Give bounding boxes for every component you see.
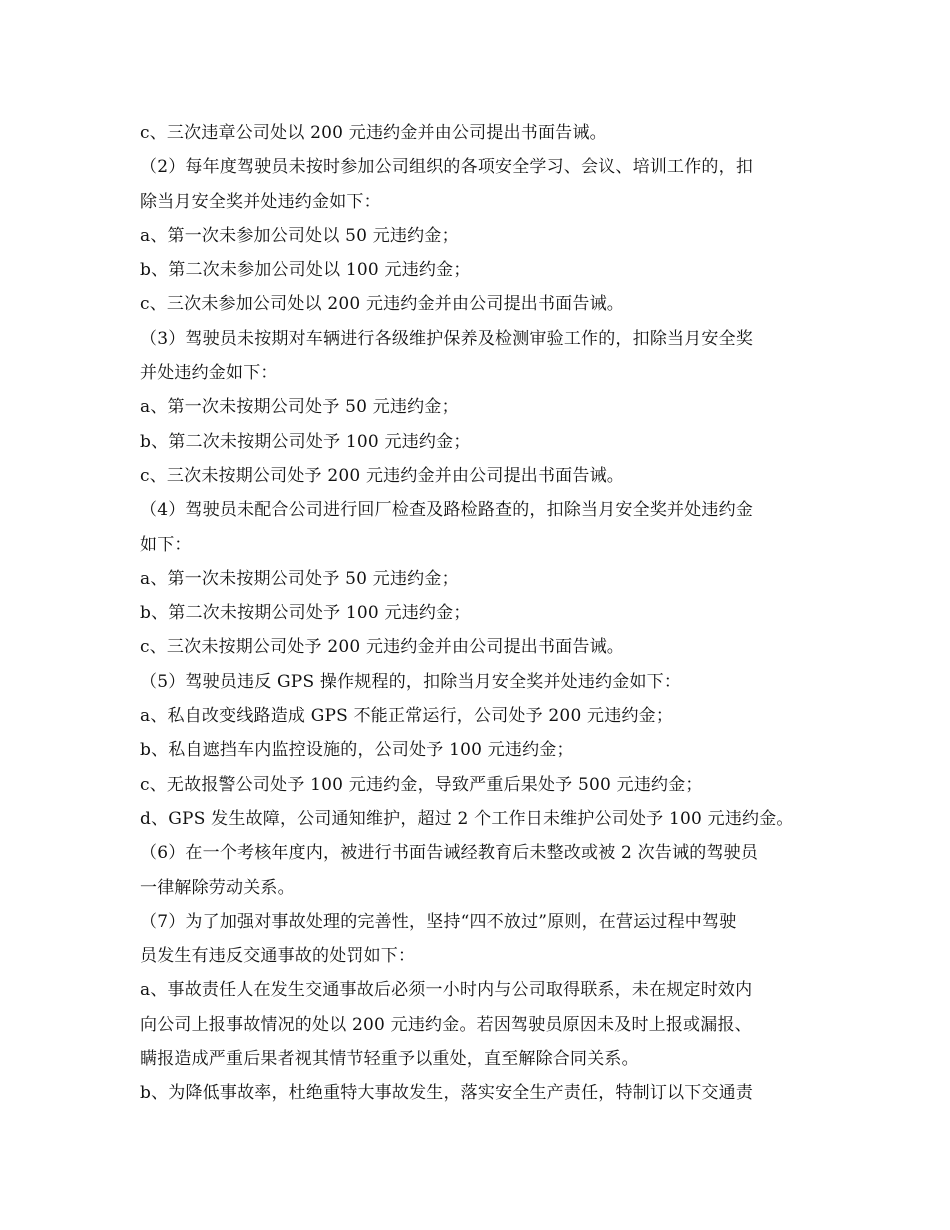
text-line: c、无故报警公司处予 100 元违约金，导致严重后果处予 500 元违约金； <box>140 774 703 795</box>
text-line: 并处违约金如下： <box>140 363 278 384</box>
text-line: （4）驾驶员未配合公司进行回厂检查及路检路查的，扣除当月安全奖并处违约金 <box>140 500 754 521</box>
text-line: a、第一次未按期公司处予 50 元违约金； <box>140 397 459 418</box>
text-line: a、第一次未按期公司处予 50 元违约金； <box>140 568 459 589</box>
text-line: （5）驾驶员违反 GPS 操作规程的，扣除当月安全奖并处违约金如下： <box>140 671 682 692</box>
text-line: 除当月安全奖并处违约金如下： <box>140 191 381 212</box>
text-line: c、三次未按期公司处予 200 元违约金并由公司提出书面告诫。 <box>140 637 624 658</box>
text-line: 向公司上报事故情况的处以 200 元违约金。若因驾驶员原因未及时上报或漏报、 <box>140 1014 752 1035</box>
text-line: c、三次未按期公司处予 200 元违约金并由公司提出书面告诫。 <box>140 465 624 486</box>
text-line: a、事故责任人在发生交通事故后必须一小时内与公司取得联系，未在规定时效内 <box>140 980 753 1001</box>
text-line: b、为降低事故率，杜绝重特大事故发生，落实安全生产责任，特制订以下交通责 <box>140 1083 754 1104</box>
text-line: b、私自遮挡车内监控设施的，公司处予 100 元违约金； <box>140 740 574 761</box>
text-line: b、第二次未按期公司处予 100 元违约金； <box>140 603 471 624</box>
text-line: 如下： <box>140 534 192 555</box>
text-line: a、第一次未参加公司处以 50 元违约金； <box>140 225 459 246</box>
document-body <box>140 116 820 1111</box>
text-line: c、三次未参加公司处以 200 元违约金并由公司提出书面告诫。 <box>140 294 624 315</box>
text-line: 一律解除劳动关系。 <box>140 877 295 898</box>
text-line: （6）在一个考核年度内，被进行书面告诫经教育后未整改或被 2 次告诫的驾驶员 <box>140 843 759 864</box>
text-line: b、第二次未参加公司处以 100 元违约金； <box>140 260 471 281</box>
text-line: 瞒报造成严重后果者视其情节轻重予以重处，直至解除合同关系。 <box>140 1049 639 1070</box>
text-line: a、私自改变线路造成 GPS 不能正常运行，公司处予 200 元违约金； <box>140 706 674 727</box>
text-line: （3）驾驶员未按期对车辆进行各级维护保养及检测审验工作的，扣除当月安全奖 <box>140 328 754 349</box>
text-line: （2）每年度驾驶员未按时参加公司组织的各项安全学习、会议、培训工作的，扣 <box>140 157 754 178</box>
text-line: 员发生有违反交通事故的处罚如下： <box>140 946 416 967</box>
text-line: b、第二次未按期公司处予 100 元违约金； <box>140 431 471 452</box>
text-line: c、三次违章公司处以 200 元违约金并由公司提出书面告诫。 <box>140 123 607 143</box>
text-line: （7）为了加强对事故处理的完善性，坚持“四不放过”原则，在营运过程中驾驶 <box>140 911 737 932</box>
text-line: d、GPS 发生故障，公司通知维护，超过 2 个工作日未维护公司处予 100 元违约金。 <box>140 808 794 829</box>
